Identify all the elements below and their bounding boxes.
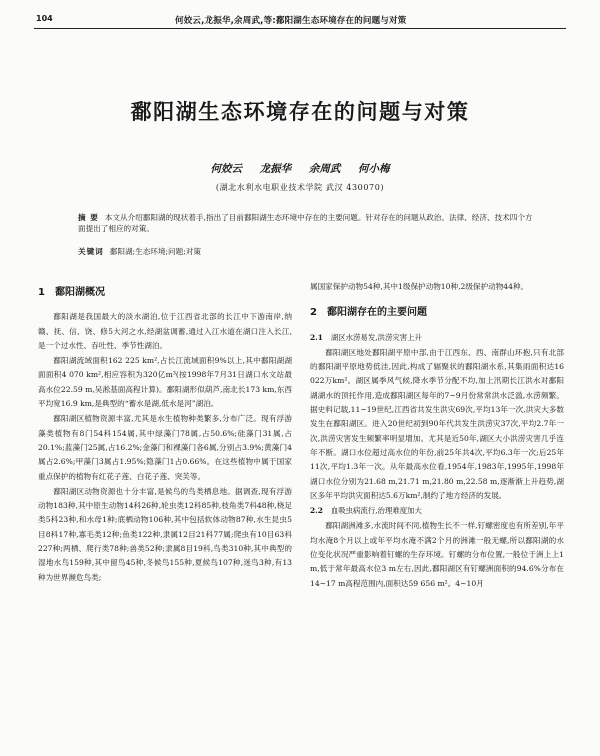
subsection-heading-2-2 [310,504,564,518]
keywords-text: 鄱阳湖;生态环境;问题;对策 [109,247,201,256]
subsection-heading-2-1 [310,331,564,345]
paragraph: 鄱阳湖区动物资源也十分丰富,是候鸟的鸟类栖息地。据调查,现有浮游动物183种,其中原生动物14科26种,轮虫类12科85种,枝角类7科48种,桡足类5科23种,和水母1种;底栖动物106种,其中包括软体动物87种,水生昆虫5目8科17种,寡毛类12种;鱼类122种,隶属12目21科77属;爬虫有10目63科227种;两栖、爬行类78种;兽类52种;隶属8目19科,鸟类310种,其中典型的湿地水鸟159种,其中留鸟45种,冬候鸟155种,夏候鸟107种,迷鸟3种,有13种为世界濒危鸟类; [38,486,292,582]
section-heading-1 [38,286,292,300]
paper-title: 鄱阳湖生态环境存在的问题与对策 [130,100,470,124]
abstract [78,212,538,234]
page-number: 104 [36,14,53,23]
paragraph: 鄱阳湖洲滩多,水流时间不同,植物生长不一样,钉螺密度也有所差别,年平均水淹8个月以上或年平均水淹不满2个月的洲滩一般无螺,所以鄱阳湖的水位变化状况严重影响着钉螺的生存环境。钉螺的分布位置,一般位于洲上上1 m,低于常年最高水位3 m左右,因此,鄱阳湖区有钉螺洲面积的94.6%分布在14~17 m高程范围内,面积达59 656 m²。4~10月 [310,521,564,588]
keywords [78,246,538,257]
subsection-title: 血吸虫病流行,治理难度加大 [330,506,422,516]
abstract-label: 摘 要 [78,213,99,222]
subsection-number: 2.1 [310,332,323,342]
section-number: 2 [310,307,317,319]
subsection-number: 2.2 [310,506,323,516]
paragraph: 鄱阳湖区植物资源丰富,尤其是水生植物种类繁多,分布广泛。现有浮游藻类植物有8门54科154属,其中绿藻门78属,占50.6%;硅藻门31属,占20.1%;蓝藻门25属,占16.2%;金藻门和裸藻门各6属,分别占3.9%;黄藻门4属占2.6%;甲藻门3属占1.95%;隐藻门1占0.66%。在这些植物中属于国家重点保护的植物有红花子莲、白花子莲、突芙等。 [38,414,292,481]
left-column [38,280,292,756]
section-number: 1 [38,287,45,298]
paragraph: 鄱阳湖是我国最大的淡水湖泊,位于江西省北部的长江中下游南岸,纳赣、抚、信、饶、修5大河之水,经湖盆调蓄,通过入江水道在湖口注入长江,是一个过水性、吞吐性、季节性湖泊。 [38,312,292,350]
authors: 何姣云 龙振华 余周武 何小梅 [210,163,390,175]
section-heading-2 [310,306,564,320]
paragraph: 鄱阳湖区地处鄱阳湖平原中部,由于江西东、西、南群山环抱,只有北部的鄱阳湖平原地势低洼,因此,构成了辐聚状的鄱阳湖水系,其集雨面积达16 022万km²。湖区属季风气候,降水季节分配不均,加上汛期长江洪水对鄱阳湖湖水的顶托作用,造成鄱阳湖区每年的7~9月份常常洪水泛滥,水涝频繁。据史料记载,11~19世纪,江西省共发生洪灾69次,平均13年一次,洪灾大多数发生在鄱阳湖区。进入20世纪初到90年代共发生洪涝灾37次,平均2.7年一次,洪涝灾害发生频繁率明显增加。尤其是近50年,湖区大小洪涝灾害几乎连年不断。湖口水位超过高水位的年份,前25年共4次,平均6.3年一次;后25年11次,平均1.3年一次。从年最高水位看,1954年,1983年,1995年,1998年湖口水位分别为21.68 m,21.71 m,21.80 m,22.58 m,逐渐渐上升趋势,湖区多年平均洪灾面积达5.6万km²,制约了地方经济的发展。 [310,347,564,500]
section-title: 鄱阳湖存在的主要问题 [326,307,427,319]
subsection-title: 湖区水涝易发,洪涝灾害上升 [330,332,422,342]
running-header [0,14,600,36]
section-title: 鄱阳湖概况 [54,287,105,298]
keywords-label: 关键词 [78,247,104,256]
paragraph: 鄱阳湖流域面积162 225 km²,占长江流域面积9%以上,其中鄱阳湖湖面面积4 070 km²,相应容积为320亿m³(按1998年7月31日湖口水文站最高水位22.59 m,吴淞基面高程计算)。鄱阳湖形似葫芦,南北长173 km,东西平均宽16.9 km,是典型的“蓄水是湖,低水是河”湖泊。 [38,356,292,409]
affiliation: (湖北水利水电职业技术学院 武汉 430070) [215,183,385,192]
running-title: 何姣云,龙振华,余周武,等:鄱阳湖生态环境存在的问题与对策 [175,16,407,26]
right-column [310,280,564,756]
abstract-text: 本文从介绍鄱阳湖的现状着手,指出了目前鄱阳湖生态环境中存在的主要问题。针对存在的问题从政治、法律、经济、技术四个方面提出了相应的对策。 [78,213,533,233]
header-rule [34,28,566,29]
paragraph: 属国家保护动物54种,其中1级保护动物10种,2级保护动物44种。 [310,282,529,291]
